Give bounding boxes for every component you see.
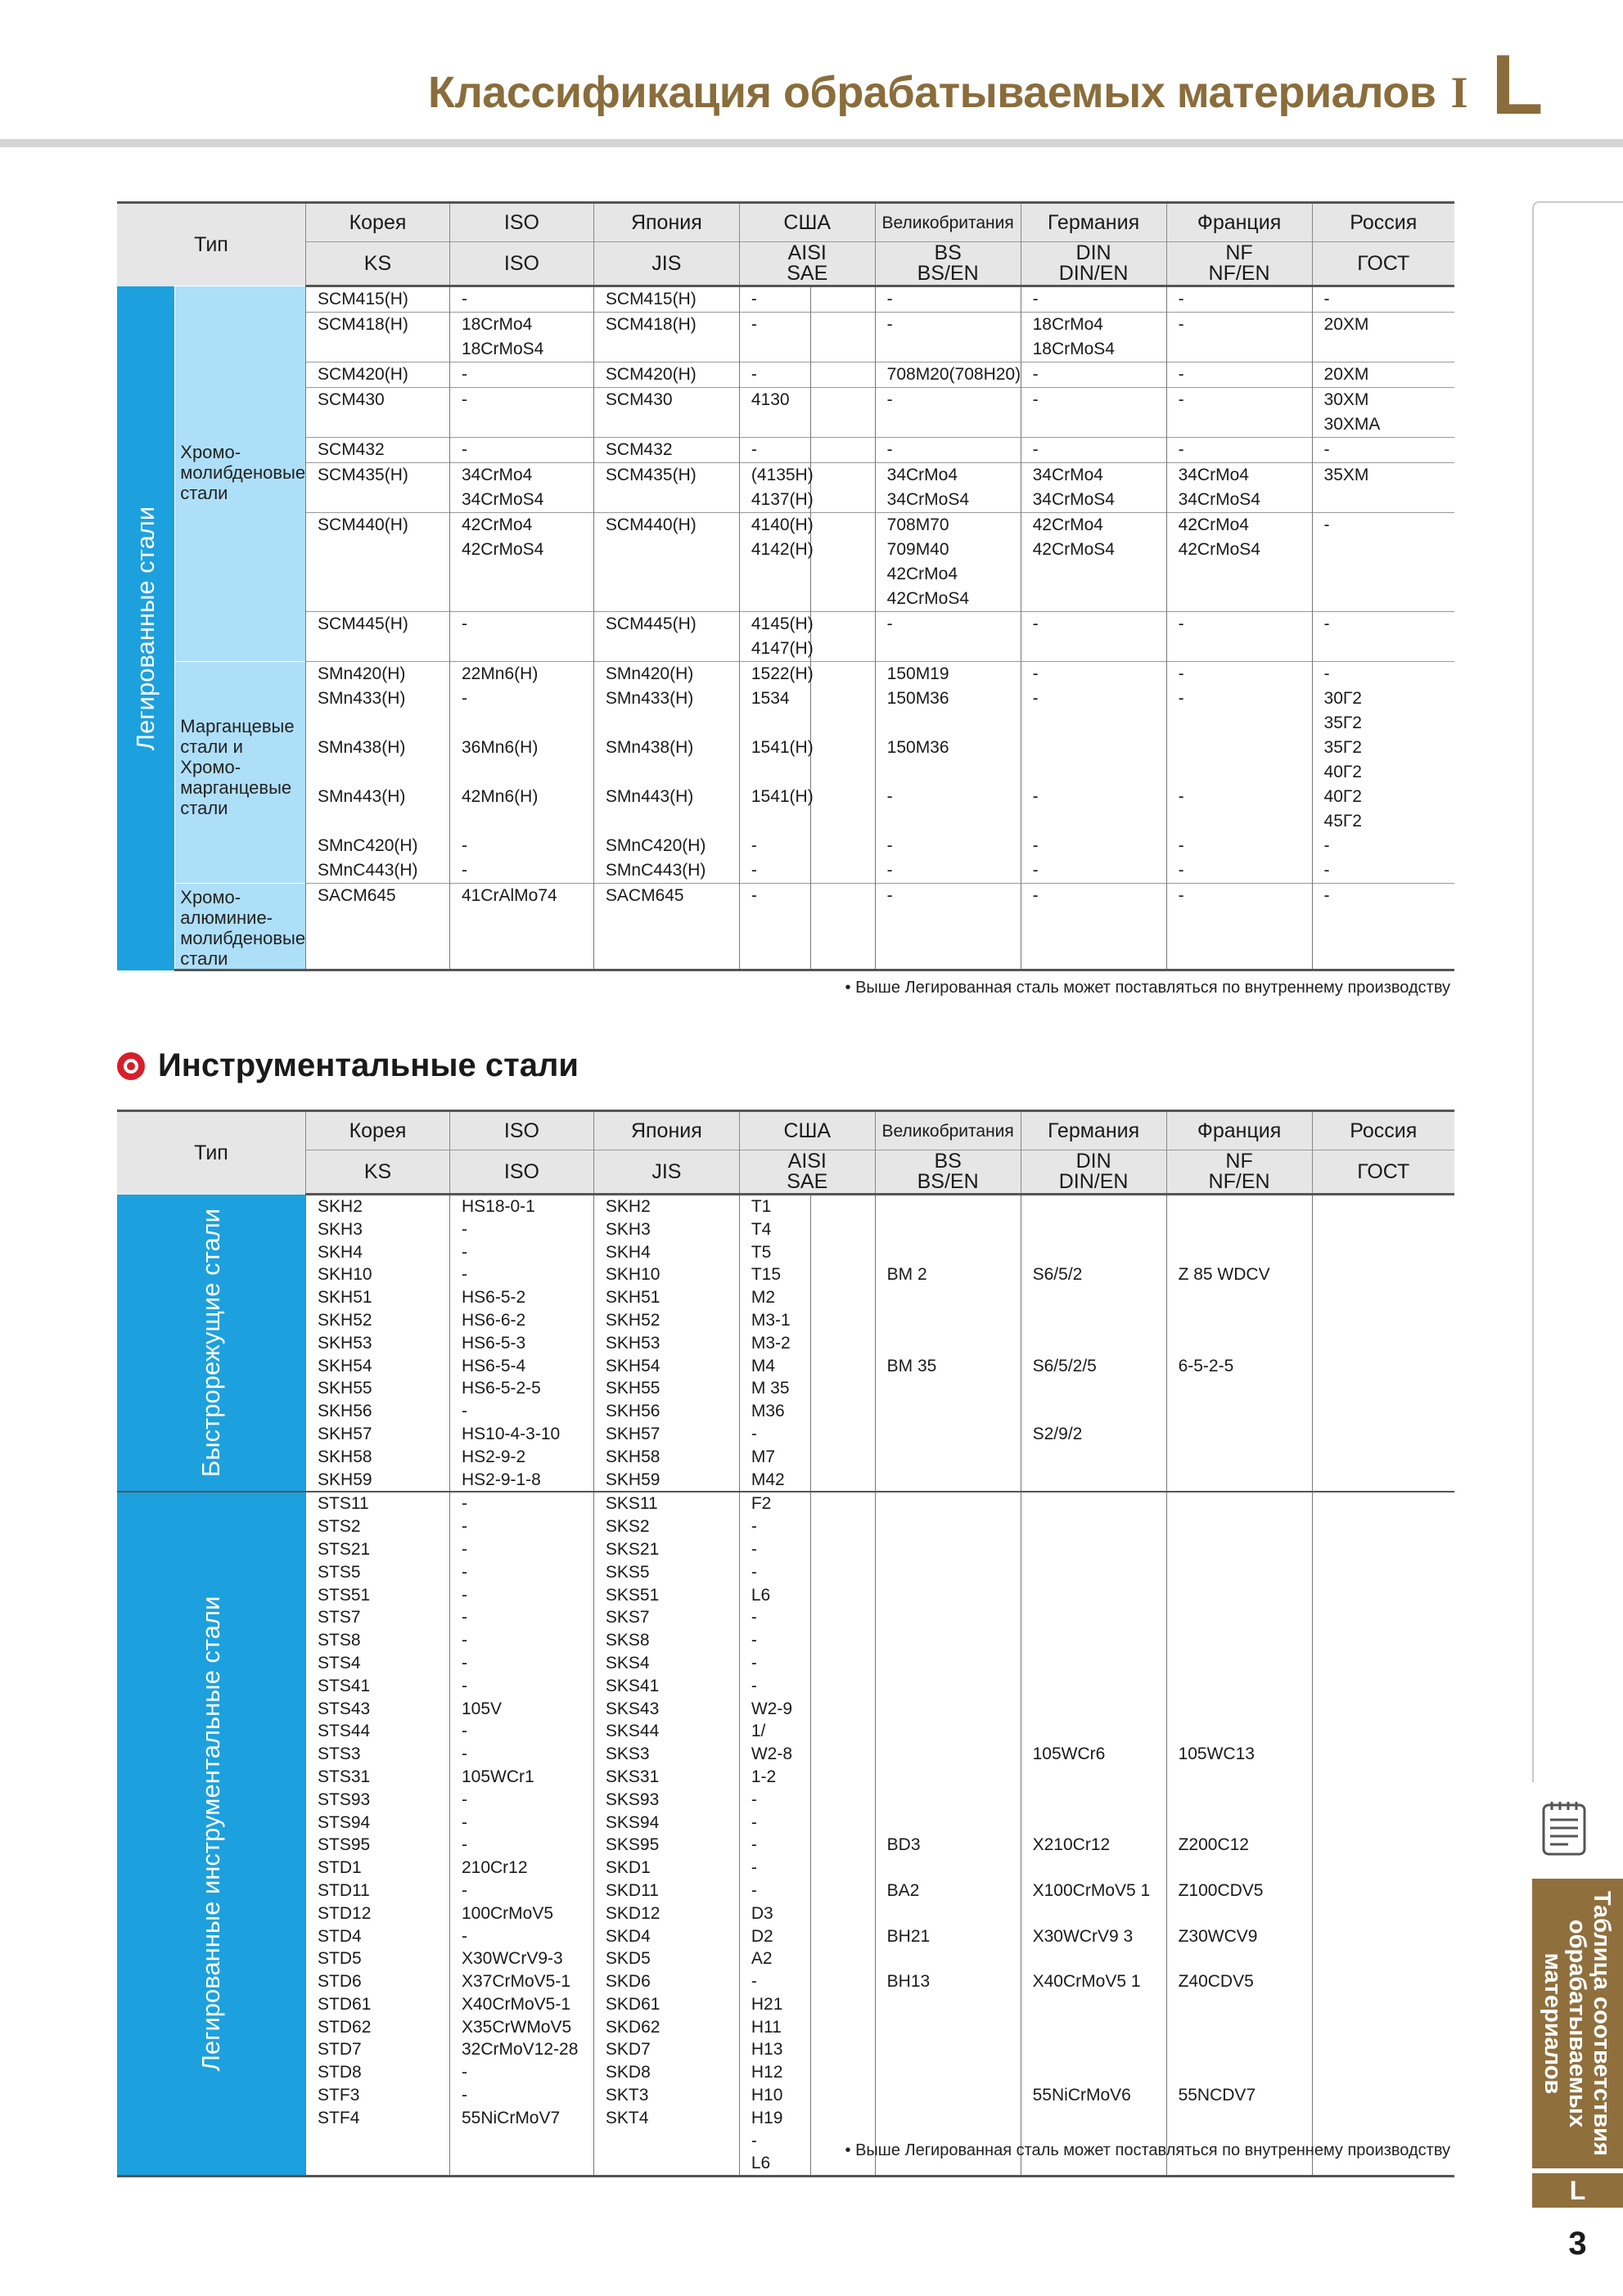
header-iso: ISO — [449, 203, 593, 242]
table-cell: - — [739, 362, 810, 388]
header-japan: Япония — [593, 1111, 739, 1150]
std-gost: ГОСТ — [1312, 242, 1454, 286]
side-tab[interactable] — [1532, 1879, 1623, 2168]
header-korea: Корея — [306, 203, 450, 242]
table-cell: - — [449, 612, 593, 662]
table-cell-blank — [810, 884, 875, 970]
table-cell: T1 T4 T5 T15 M2 M3-1 M3-2 M4 M 35 M36 - M7 M42 — [739, 1195, 810, 1492]
table-cell-blank — [810, 1492, 875, 2176]
table-cell: SMn420(H) SMn433(H) SMn438(H) SMn443(H) SMnC420(H) SMnC443(H) — [306, 662, 450, 884]
table-cell: SCM445(H) — [306, 612, 450, 662]
table-cell: - — [739, 286, 810, 313]
header-france: Франция — [1166, 203, 1312, 242]
table-row — [117, 884, 1454, 970]
table-cell: - — [1312, 438, 1454, 463]
subgroup-label: Хромо- алюминие- молибденовые стали — [175, 884, 306, 970]
table-cell: - — [739, 438, 810, 463]
header-uk: Великобритания — [875, 203, 1021, 242]
table-cell: - - - - - - - - - 105V - - 105WCr1 - - - 210Cr12 - 100CrMoV5 - X30WCrV9-3 X37CrMoV5-1 X40CrMoV5-1 X35CrWMoV5 32CrMoV12-28 - - 55NiCrMoV7 — [449, 1492, 593, 2176]
table-cell: SKH2 SKH3 SKH4 SKH10 SKH51 SKH52 SKH53 SKH54 SKH55 SKH56 SKH57 SKH58 SKH59 — [306, 1195, 450, 1492]
side-frame — [1532, 201, 1623, 1782]
table-row — [117, 513, 1454, 612]
table-cell: - — [1166, 612, 1312, 662]
section-heading: Инструментальные стали — [117, 1047, 579, 1084]
table-cell: - — [1021, 388, 1166, 438]
header-germany: Германия — [1021, 203, 1166, 242]
table-cell: - — [739, 313, 810, 362]
table-cell: F2 - - - L6 - - - - W2-9 1/ W2-8 1-2 - - - - - D3 D2 A2 - H21 H11 H13 H12 H10 H19 - L6 — [739, 1492, 810, 2176]
header-usa: США — [739, 203, 875, 242]
table-cell: SCM420(H) — [306, 362, 450, 388]
table-cell-blank — [810, 286, 875, 313]
table-cell: SKH2 SKH3 SKH4 SKH10 SKH51 SKH52 SKH53 SKH54 SKH55 SKH56 SKH57 SKH58 SKH59 — [593, 1195, 739, 1492]
table-cell: 34CrMo4 34CrMoS4 — [449, 463, 593, 513]
table-cell: - - - - - — [1021, 662, 1166, 884]
table-cell: STS11 STS2 STS21 STS5 STS51 STS7 STS8 STS4 STS41 STS43 STS44 STS3 STS31 STS93 STS94 STS95 STD1 STD11 STD12 STD4 STD5 STD6 STD61 STD62 STD7 STD8 STF3 STF4 — [306, 1492, 450, 2176]
table-row — [117, 1195, 1454, 1492]
header-france: Франция — [1166, 1111, 1312, 1150]
group-hss — [117, 1195, 306, 1492]
table-cell: 41CrAlMo74 — [449, 884, 593, 970]
table-cell-blank — [810, 463, 875, 513]
table-cell: SCM415(H) — [306, 286, 450, 313]
table-cell: 708M20(708H20) — [875, 362, 1021, 388]
table-cell: 708M70 709M40 42CrMo4 42CrMoS4 — [875, 513, 1021, 612]
table-cell: 42CrMo4 42CrMoS4 — [1166, 513, 1312, 612]
table-cell: - — [875, 388, 1021, 438]
table-cell: 4140(H) 4142(H) — [739, 513, 810, 612]
table-cell: BD3 BA2 BH21 BH13 — [875, 1492, 1021, 2176]
header-type: Тип — [117, 203, 306, 286]
table-cell: - — [1021, 286, 1166, 313]
table-cell: (4135H) 4137(H) — [739, 463, 810, 513]
tool-steel-table — [117, 1110, 1454, 2177]
table-cell: SCM445(H) — [593, 612, 739, 662]
table-cell: - — [1166, 388, 1312, 438]
table-cell: BM 2 BM 35 — [875, 1195, 1021, 1492]
alloy-steel-table — [117, 201, 1454, 971]
table-cell: - — [1166, 313, 1312, 362]
table-row — [117, 388, 1454, 438]
std-bs: BS BS/EN — [875, 1150, 1021, 1195]
std-gost: ГОСТ — [1312, 1150, 1454, 1195]
table-cell: SCM418(H) — [593, 313, 739, 362]
std-din: DIN DIN/EN — [1021, 242, 1166, 286]
table-row — [117, 1492, 1454, 2176]
table-cell — [1312, 1195, 1454, 1492]
std-ks: KS — [306, 242, 450, 286]
table-cell: - — [1021, 438, 1166, 463]
table-cell: - — [1312, 884, 1454, 970]
header-russia: Россия — [1312, 1111, 1454, 1150]
header-japan: Япония — [593, 203, 739, 242]
table-cell-blank — [810, 388, 875, 438]
table-row — [117, 612, 1454, 662]
std-aisi: AISI SAE — [739, 242, 875, 286]
chapter-letter: L — [1491, 38, 1544, 133]
header-korea: Корея — [306, 1111, 450, 1150]
table-cell: 35ХМ — [1312, 463, 1454, 513]
group-label: Легированные стали — [131, 506, 160, 750]
std-jis: JIS — [593, 1150, 739, 1195]
table-cell: 34CrMo4 34CrMoS4 — [1021, 463, 1166, 513]
std-iso: ISO — [449, 1150, 593, 1195]
table-cell: - — [449, 388, 593, 438]
table-cell: - — [875, 313, 1021, 362]
subgroup-label: Марганцевые стали и Хромо- марганцевые стали — [175, 662, 306, 884]
group-alloy_tool — [117, 1492, 306, 2176]
table-cell: - — [1312, 612, 1454, 662]
std-iso: ISO — [449, 242, 593, 286]
table-cell: SCM430 — [306, 388, 450, 438]
group-alloy-steels — [117, 286, 175, 970]
table-row — [117, 463, 1454, 513]
table-cell: - — [875, 438, 1021, 463]
page-title: Классификация обрабатываемых материалов I — [428, 68, 1467, 117]
table-cell: SCM435(H) — [306, 463, 450, 513]
std-jis: JIS — [593, 242, 739, 286]
table-cell: 18CrMo4 18CrMoS4 — [449, 313, 593, 362]
table-cell: - — [1021, 362, 1166, 388]
table-cell: - — [1166, 884, 1312, 970]
table-cell: - - - - - — [1166, 662, 1312, 884]
table-cell: - 30Г2 35Г2 35Г2 40Г2 40Г2 45Г2 - - — [1312, 662, 1454, 884]
table-cell: Z 85 WDCV 6-5-2-5 — [1166, 1195, 1312, 1492]
table-cell: - — [449, 286, 593, 313]
footnote-alloy: • Выше Легированная сталь может поставляться по внутреннему производству — [845, 979, 1450, 997]
table-cell: SCM432 — [306, 438, 450, 463]
table-cell: 4145(H) 4147(H) — [739, 612, 810, 662]
table-cell: - — [1312, 513, 1454, 612]
table-row — [117, 286, 1454, 313]
notepad-icon — [1540, 1799, 1588, 1857]
table-cell: 20ХМ — [1312, 362, 1454, 388]
table-cell-blank — [810, 612, 875, 662]
table-cell: SACM645 — [593, 884, 739, 970]
header-russia: Россия — [1312, 203, 1454, 242]
table-cell: 22Mn6(H) - 36Mn6(H) 42Mn6(H) - - — [449, 662, 593, 884]
subgroup-label: Хромо- молибденовые стали — [175, 286, 306, 662]
table-row — [117, 662, 1454, 884]
table-cell: SCM430 — [593, 388, 739, 438]
table-cell: SCM420(H) — [593, 362, 739, 388]
table-cell: SACM645 — [306, 884, 450, 970]
group-label: Легированные инструментальные стали — [196, 1596, 226, 2072]
std-nf: NF NF/EN — [1166, 242, 1312, 286]
table-cell: - — [1166, 362, 1312, 388]
table-cell-blank — [810, 313, 875, 362]
table-cell: - — [1312, 286, 1454, 313]
table-cell: 34CrMo4 34CrMoS4 — [1166, 463, 1312, 513]
header-iso: ISO — [449, 1111, 593, 1150]
table-cell-blank — [810, 362, 875, 388]
table-cell-blank — [810, 1195, 875, 1492]
table-cell: SCM440(H) — [306, 513, 450, 612]
table-cell: 30ХМ 30ХМА — [1312, 388, 1454, 438]
table-row — [117, 313, 1454, 362]
table-cell: - — [1021, 884, 1166, 970]
table-cell: 20ХМ — [1312, 313, 1454, 362]
table-cell: SCM440(H) — [593, 513, 739, 612]
table-cell: SKS11 SKS2 SKS21 SKS5 SKS51 SKS7 SKS8 SKS4 SKS41 SKS43 SKS44 SKS3 SKS31 SKS93 SKS94 SKS95 SKD1 SKD11 SKD12 SKD4 SKD5 SKD6 SKD61 SKD62 SKD7 SKD8 SKT3 SKT4 — [593, 1492, 739, 2176]
table-cell: SCM432 — [593, 438, 739, 463]
table-cell: - — [739, 884, 810, 970]
table-cell: - — [449, 438, 593, 463]
table-cell: 34CrMo4 34CrMoS4 — [875, 463, 1021, 513]
std-bs: BS BS/EN — [875, 242, 1021, 286]
table-cell: 150M19 150M36 150M36 - - - — [875, 662, 1021, 884]
target-bullet-icon — [117, 1052, 145, 1080]
table-cell: - — [1166, 286, 1312, 313]
table-cell: HS18-0-1 - - - HS6-5-2 HS6-6-2 HS6-5-3 HS6-5-4 HS6-5-2-5 - HS10-4-3-10 HS2-9-2 HS2-9-1-8 — [449, 1195, 593, 1492]
group-label: Быстрорежущие стали — [196, 1208, 226, 1478]
table-cell: - — [875, 884, 1021, 970]
table-cell: 18CrMo4 18CrMoS4 — [1021, 313, 1166, 362]
header-uk: Великобритания — [875, 1111, 1021, 1150]
header-germany: Германия — [1021, 1111, 1166, 1150]
table-cell: 42CrMo4 42CrMoS4 — [1021, 513, 1166, 612]
header-type: Тип — [117, 1111, 306, 1195]
table-cell: - — [1021, 612, 1166, 662]
side-tab-letter: L — [1532, 2173, 1623, 2208]
header-divider — [0, 139, 1623, 147]
table-cell-blank — [810, 438, 875, 463]
table-cell: 4130 — [739, 388, 810, 438]
table-cell: 105WC13 Z200C12 Z100CDV5 Z30WCV9 Z40CDV5 55NCDV7 — [1166, 1492, 1312, 2176]
table-cell-blank — [810, 662, 875, 884]
std-nf: NF NF/EN — [1166, 1150, 1312, 1195]
table-cell-blank — [810, 513, 875, 612]
table-cell: SCM415(H) — [593, 286, 739, 313]
table-cell: - — [875, 612, 1021, 662]
table-cell: - — [1166, 438, 1312, 463]
table-cell: 1522(H) 1534 1541(H) 1541(H) - - — [739, 662, 810, 884]
table-cell: - — [875, 286, 1021, 313]
table-cell: - — [449, 362, 593, 388]
footnote-tool: • Выше Легированная сталь может поставляться по внутреннему производству — [845, 2141, 1450, 2159]
table-cell — [1312, 1492, 1454, 2176]
table-cell: SCM435(H) — [593, 463, 739, 513]
side-tab-label: Таблица соответствия обрабатываемых материалов — [1540, 1891, 1616, 2156]
table-cell: S6/5/2 S6/5/2/5 S2/9/2 — [1021, 1195, 1166, 1492]
table-row — [117, 362, 1454, 388]
std-aisi: AISI SAE — [739, 1150, 875, 1195]
std-ks: KS — [306, 1150, 450, 1195]
std-din: DIN DIN/EN — [1021, 1150, 1166, 1195]
table-row — [117, 438, 1454, 463]
table-cell: 105WCr6 X210Cr12 X100CrMoV5 1 X30WCrV9 3 X40CrMoV5 1 55NiCrMoV6 — [1021, 1492, 1166, 2176]
header-usa: США — [739, 1111, 875, 1150]
table-cell: SMn420(H) SMn433(H) SMn438(H) SMn443(H) SMnC420(H) SMnC443(H) — [593, 662, 739, 884]
table-cell: SCM418(H) — [306, 313, 450, 362]
page-number: 3 — [1568, 2226, 1587, 2262]
table-cell: 42CrMo4 42CrMoS4 — [449, 513, 593, 612]
